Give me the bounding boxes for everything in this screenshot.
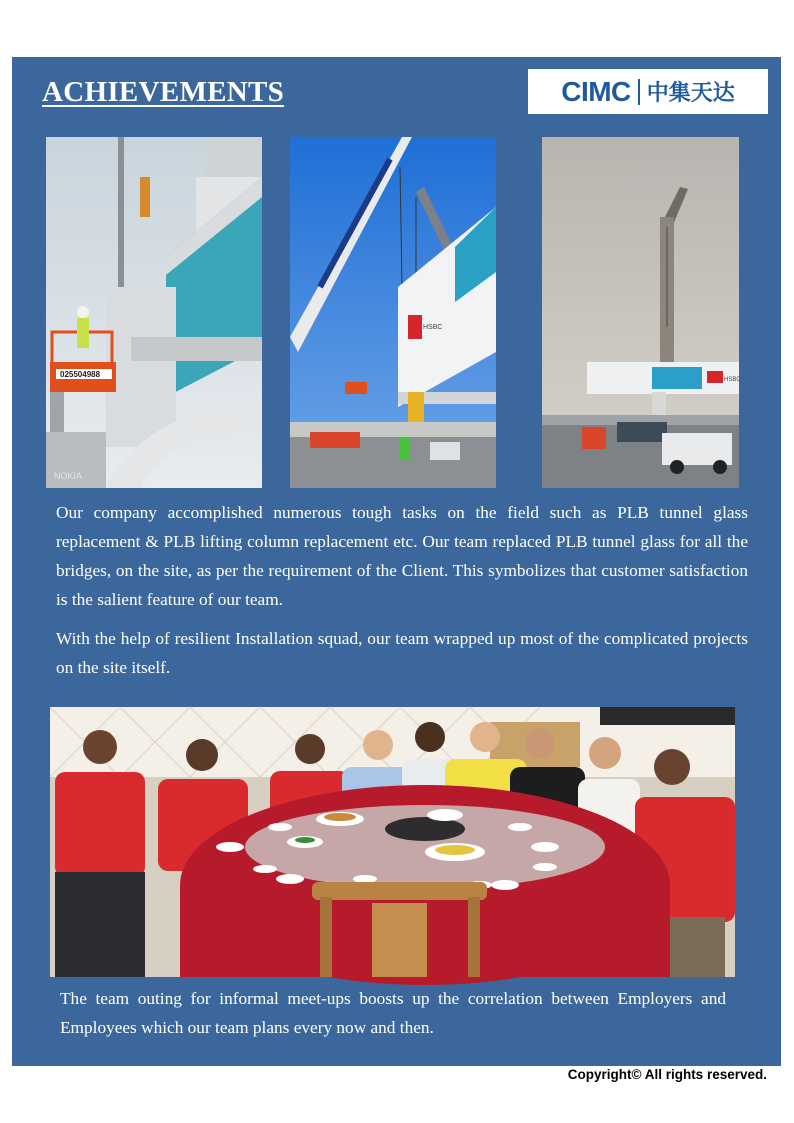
paragraph-field-tasks: Our company accomplished numerous tough tasks on the field such as PLB tunnel glass replacement & PLB lifting column replacement etc. Our team replaced PLB tunnel glass for all the bridges, on the site, as per the requirement of the Client. This symbolizes that customer satisfaction is the salient feature of our team.: [56, 503, 748, 609]
page-heading: ACHIEVEMENTS: [42, 76, 285, 108]
paragraph-installation-squad: With the help of resilient Installation squad, our team wrapped up most of the complicated projects on the site itself.: [56, 629, 748, 677]
photo-crane-site: [542, 137, 739, 488]
logo-latin-text: CIMC: [561, 75, 631, 107]
photo-team-outing: [50, 707, 735, 977]
photo1-lift-id: 025504988: [60, 370, 101, 379]
cimc-logo: [528, 69, 768, 114]
paragraph-team-outing: The team outing for informal meet-ups boosts up the correlation between Employers and Employees which our team plans every now and then.: [60, 989, 726, 1037]
logo-divider: [638, 79, 640, 105]
logo-chinese-text: 中集天达: [646, 81, 735, 106]
photo1-watermark: NOKIA: [54, 471, 83, 481]
photo-glass-replacement: [46, 137, 262, 488]
copyright-notice: Copyright© All rights reserved.: [567, 1067, 767, 1082]
photo3-bridge-brand: HSBC: [724, 377, 741, 383]
photo2-bridge-brand: HSBC: [423, 324, 443, 331]
photo-crane-lift: [290, 137, 496, 488]
